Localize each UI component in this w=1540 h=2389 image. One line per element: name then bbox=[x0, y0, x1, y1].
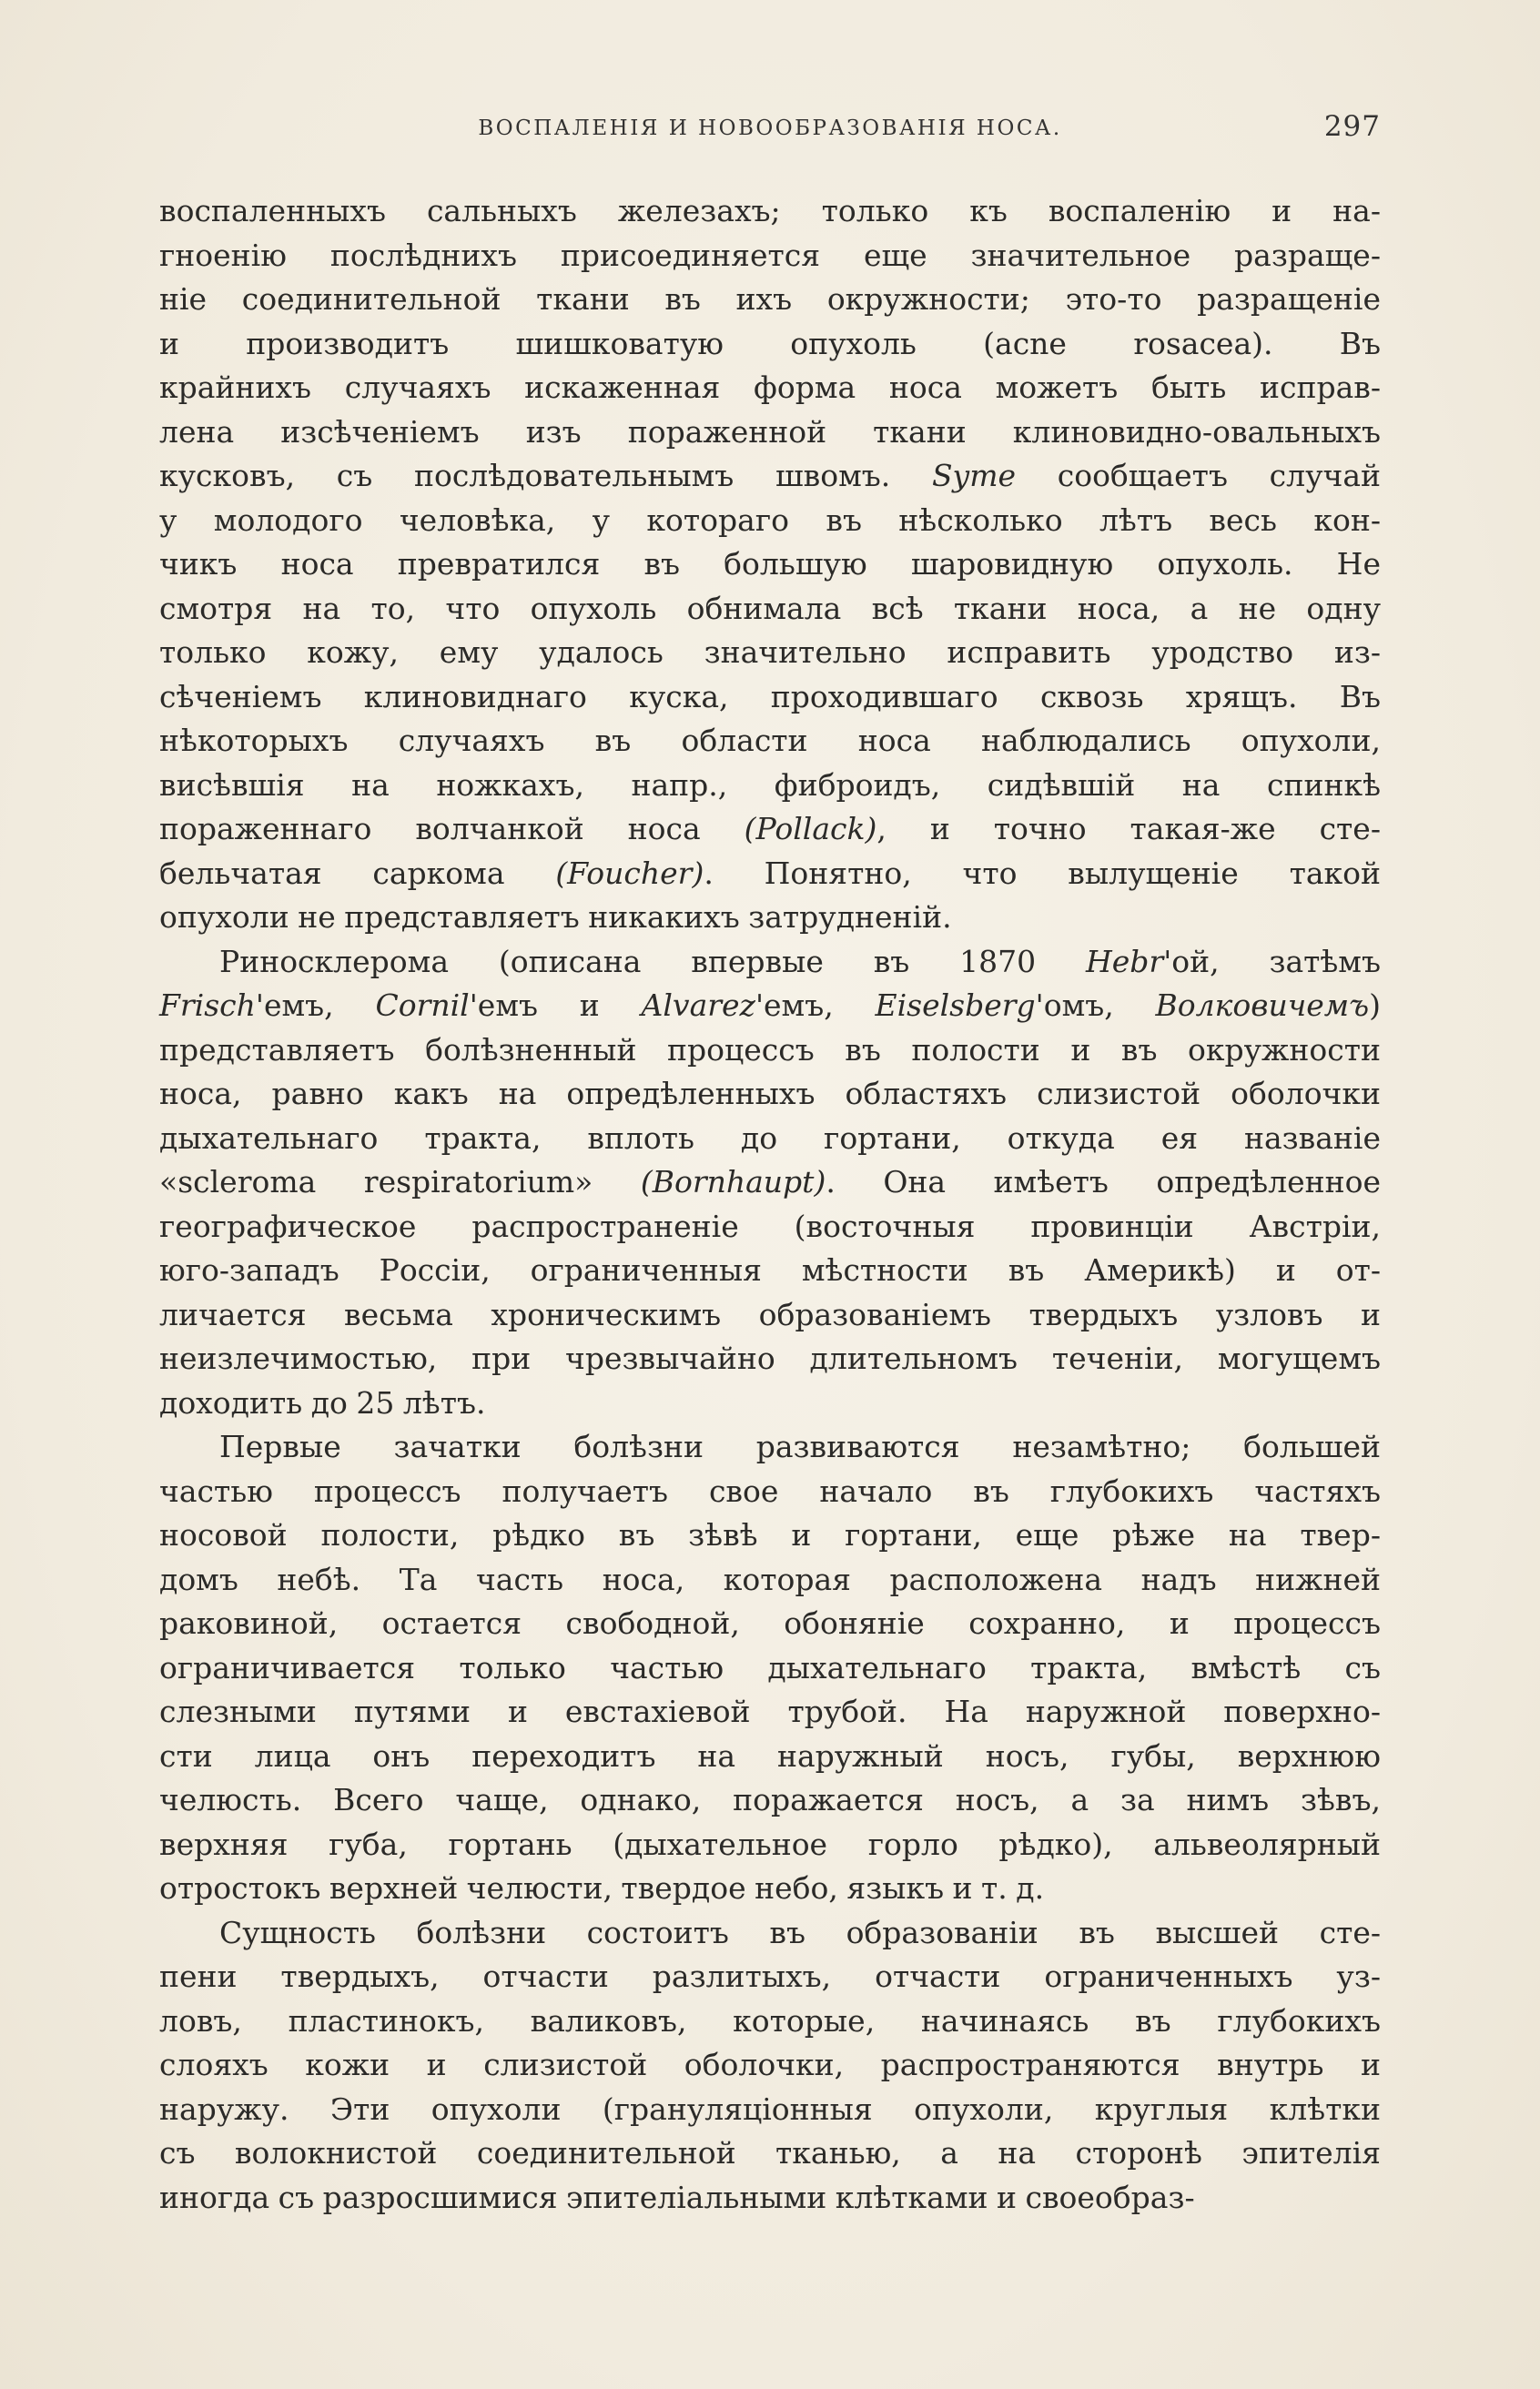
text-line: слезными путями и евстахіевой трубой. На наружной поверхно- bbox=[159, 1694, 1381, 1729]
text-line: бельчатая саркома (Foucher). Понятно, что вылущеніе такой bbox=[159, 855, 1381, 891]
text-line: и производитъ шишковатую опухоль (acne rosacea). Въ bbox=[159, 325, 1381, 361]
text-line: Первые зачатки болѣзни развиваются незамѣтно; большей bbox=[219, 1429, 1381, 1464]
text-line: нѣкоторыхъ случаяхъ въ области носа наблюдались опухоли, bbox=[159, 723, 1381, 758]
text-line: ограничивается только частью дыхательнаго тракта, вмѣстѣ съ bbox=[159, 1649, 1381, 1685]
text-line: домъ небѣ. Та часть носа, которая расположена надъ нижней bbox=[159, 1561, 1381, 1597]
text-line: «scleroma respiratorium» (Bornhaupt). Она имѣетъ опредѣленное bbox=[159, 1164, 1381, 1200]
text-line: съ волокнистой соединительной тканью, а на сторонѣ эпителія bbox=[159, 2135, 1381, 2171]
text-line: неизлечимостью, при чрезвычайно длительномъ теченіи, могущемъ bbox=[159, 1341, 1381, 1376]
text-line: географическое распространеніе (восточныя провинціи Австріи, bbox=[159, 1208, 1381, 1244]
text-line: Сущность болѣзни состоитъ въ образованіи въ высшей сте- bbox=[219, 1914, 1381, 1950]
text-line: висѣвшія на ножкахъ, напр., фиброидъ, сидѣвшій на спинкѣ bbox=[159, 766, 1381, 803]
text-line: крайнихъ случаяхъ искаженная форма носа можетъ быть исправ- bbox=[159, 369, 1381, 405]
running-head: ВОСПАЛЕНІЯ И НОВООБРАЗОВАНІЯ НОСА. bbox=[478, 116, 1062, 140]
text-line: гноенію послѣднихъ присоединяется еще значительное разраще- bbox=[159, 237, 1381, 273]
text-line: кусковъ, съ послѣдовательнымъ швомъ. Syme сообщаетъ случай bbox=[159, 458, 1381, 493]
text-line: личается весьма хроническимъ образованіемъ твердыхъ узловъ и bbox=[159, 1296, 1381, 1332]
text-line: у молодого человѣка, у котораго въ нѣсколько лѣтъ весь кон- bbox=[159, 501, 1381, 538]
text-line: частью процессъ получаетъ свое начало въ глубокихъ частяхъ bbox=[159, 1473, 1381, 1509]
text-line: пени твердыхъ, отчасти разлитыхъ, отчасти ограниченныхъ уз- bbox=[159, 1959, 1381, 1994]
paragraph bbox=[159, 189, 1381, 940]
text-line: сти лица онъ переходитъ на наружный носъ, губы, верхнюю bbox=[159, 1737, 1381, 1774]
paragraph bbox=[159, 940, 1381, 1426]
text-line: лена изсѣченіемъ изъ пораженной ткани клиновидно-овальныхъ bbox=[159, 413, 1381, 450]
text-line: верхняя губа, гортань (дыхательное горло рѣдко), альвеолярный bbox=[159, 1826, 1381, 1862]
page-header bbox=[159, 102, 1381, 142]
text-line: ніе соединительной ткани въ ихъ окружности; это-то разращеніе bbox=[159, 281, 1381, 317]
text-line: смотря на то, что опухоль обнимала всѣ ткани носа, а не одну bbox=[159, 590, 1381, 626]
text-line: воспаленныхъ сальныхъ железахъ; только къ воспаленію и на- bbox=[159, 193, 1381, 228]
text-line: наружу. Эти опухоли (грануляціонныя опухоли, круглыя клѣтки bbox=[159, 2090, 1381, 2127]
text-line: носа, равно какъ на опредѣленныхъ областяхъ слизистой оболочки bbox=[159, 1076, 1381, 1111]
text-line: Риносклерома (описана впервые въ 1870 Hebr'ой, затѣмъ bbox=[219, 943, 1381, 979]
text-line: дыхательнаго тракта, вплоть до гортани, откуда ея названіе bbox=[159, 1119, 1381, 1156]
text-line: чикъ носа превратился въ большую шаровидную опухоль. Не bbox=[159, 546, 1381, 582]
page-number: 297 bbox=[1323, 110, 1381, 143]
text-line: Frisch'емъ, Cornil'емъ и Alvarez'емъ, Eiselsberg'омъ, Волковичемъ) bbox=[159, 987, 1381, 1023]
text-line: раковиной, остается свободной, обоняніе сохранно, и процессъ bbox=[159, 1605, 1381, 1641]
text-line: отростокъ верхней челюсти, твердое небо, языкъ и т. д. bbox=[159, 1870, 1045, 1906]
text-line: ловъ, пластинокъ, валиковъ, которые, начинаясь въ глубокихъ bbox=[159, 2002, 1381, 2039]
text-line: юго-западъ Россіи, ограниченныя мѣстности въ Америкѣ) и от- bbox=[159, 1252, 1381, 1288]
paragraph bbox=[159, 1911, 1381, 2221]
text-line: только кожу, ему удалось значительно исправить уродство из- bbox=[159, 634, 1381, 670]
text-line: опухоли не представляетъ никакихъ затрудненій. bbox=[159, 899, 952, 935]
body-text bbox=[159, 189, 1381, 2220]
text-line: челюсть. Всего чаще, однако, поражается носъ, а за нимъ зѣвъ, bbox=[159, 1782, 1381, 1817]
text-line: представляетъ болѣзненный процессъ въ полости и въ окружности bbox=[159, 1031, 1381, 1068]
text-line: иногда съ разросшимися эпителіальными клѣтками и своеобраз- bbox=[159, 2179, 1195, 2215]
text-line: носовой полости, рѣдко въ зѣвѣ и гортани, еще рѣже на твер- bbox=[159, 1517, 1381, 1553]
text-line: пораженнаго волчанкой носа (Pollack), и точно такая-же сте- bbox=[159, 811, 1381, 846]
text-line: слояхъ кожи и слизистой оболочки, распространяются внутрь и bbox=[159, 2047, 1381, 2082]
text-line: доходить до 25 лѣтъ. bbox=[159, 1384, 486, 1421]
paragraph bbox=[159, 1425, 1381, 1911]
text-line: сѣченіемъ клиновиднаго куска, проходившаго сквозь хрящъ. Въ bbox=[159, 678, 1381, 714]
